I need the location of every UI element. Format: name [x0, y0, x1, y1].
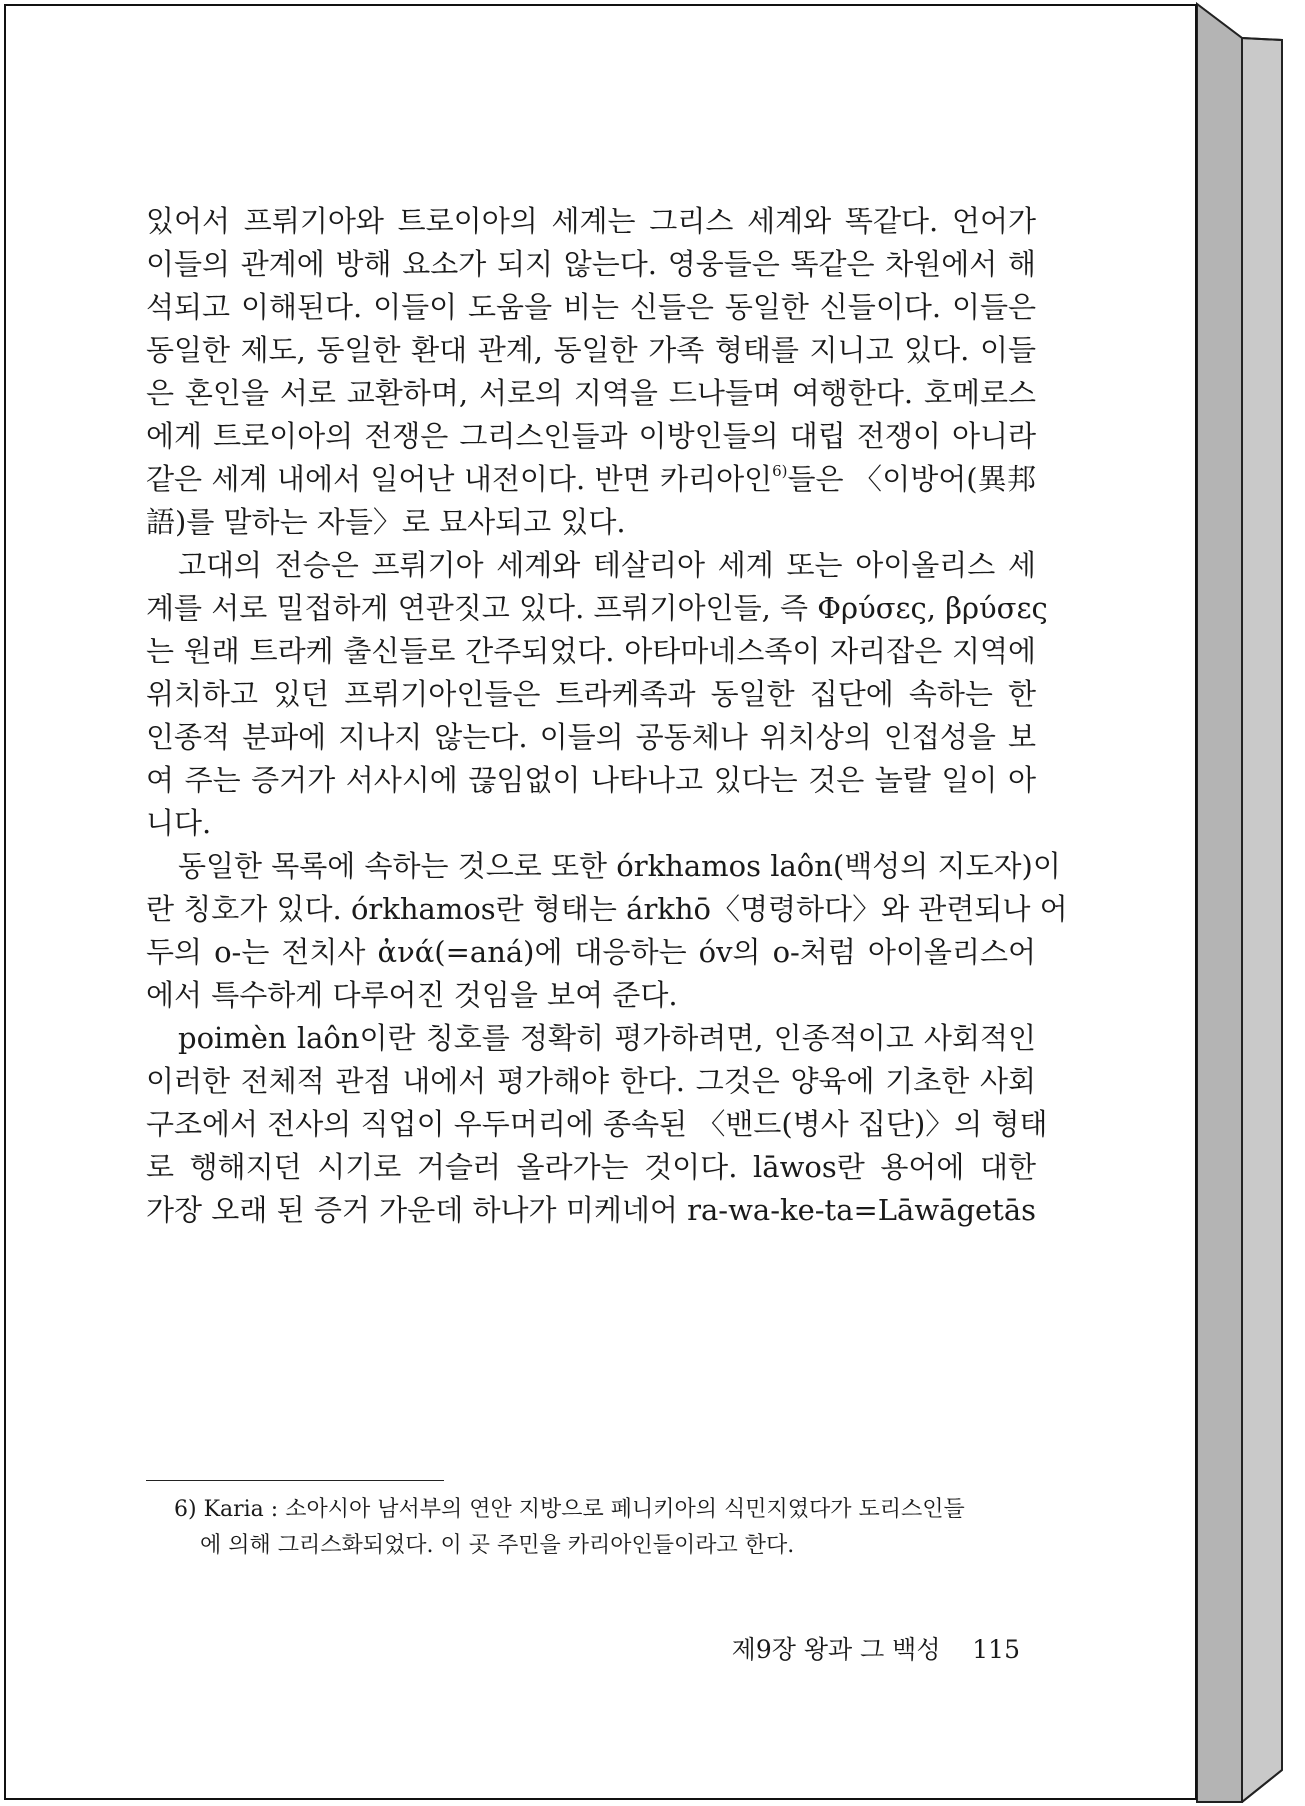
text-line: 두의 o-는 전치사 ἀνά(=aná)에 대응하는 óv의 o-처럼 아이올리스어	[146, 935, 1036, 969]
text-line: 동일한 제도, 동일한 환대 관계, 동일한 가족 형태를 지니고 있다. 이들	[146, 333, 1036, 367]
text-line: 가장 오래 된 증거 가운데 하나가 미케네어 ra-wa-ke-ta=Lāwāgetās	[146, 1193, 1036, 1227]
footnote-line-2: 에 의해 그리스화되었다. 이 곳 주민을 카리아인들이라고 한다.	[200, 1533, 795, 1558]
text-line: 석되고 이해된다. 이들이 도움을 비는 신들은 동일한 신들이다. 이들은	[146, 290, 1036, 324]
text-line: 은 혼인을 서로 교환하며, 서로의 지역을 드나들며 여행한다. 호메로스	[146, 376, 1036, 410]
text-line: 란 칭호가 있다. órkhamos란 형태는 árkhō〈명령하다〉와 관련되나 어	[146, 892, 1068, 926]
text-line: 여 주는 증거가 서사시에 끊임없이 나타나고 있다는 것은 놀랄 일이 아	[146, 763, 1036, 797]
footnote-line-1: 6) Karia : 소아시아 남서부의 연안 지방으로 페니키아의 식민지였다가 도리스인들	[174, 1497, 965, 1522]
text-line: poimèn laôn이란 칭호를 정확히 평가하려면, 인종적이고 사회적인	[178, 1021, 1036, 1055]
text-line: 에게 트로이아의 전쟁은 그리스인들과 이방인들의 대립 전쟁이 아니라	[146, 419, 1036, 453]
footnote	[174, 1492, 1034, 1564]
text-line: 있어서 프뤼기아와 트로이아의 세계는 그리스 세계와 똑같다. 언어가	[146, 204, 1036, 238]
text-line: 구조에서 전사의 직업이 우두머리에 종속된 〈밴드(병사 집단)〉의 형태	[146, 1107, 1048, 1141]
text-line: 니다.	[146, 806, 212, 840]
text-line: 동일한 목록에 속하는 것으로 또한 órkhamos laôn(백성의 지도자)이	[178, 849, 1061, 883]
text-line: 인종적 분파에 지나지 않는다. 이들의 공동체나 위치상의 인접성을 보	[146, 720, 1036, 754]
running-title: 제9장 왕과 그 백성	[731, 1635, 941, 1664]
text-line: 위치하고 있던 프뤼기아인들은 트라케족과 동일한 집단에 속하는 한	[146, 677, 1036, 711]
text-line: 로 행해지던 시기로 거슬러 올라가는 것이다. lāwos란 용어에 대한	[146, 1150, 1036, 1184]
text-line: 이러한 전체적 관점 내에서 평가해야 한다. 그것은 양육에 기초한 사회	[146, 1064, 1036, 1098]
footnote-rule	[146, 1480, 444, 1481]
body-text	[146, 200, 1068, 1232]
text-line: 는 원래 트라케 출신들로 간주되었다. 아타마네스족이 자리잡은 지역에	[146, 634, 1036, 668]
text-line: 고대의 전승은 프뤼기아 세계와 테살리아 세계 또는 아이올리스 세	[178, 548, 1036, 582]
text-line: 에서 특수하게 다루어진 것임을 보여 준다.	[146, 978, 678, 1012]
text-line: 語)를 말하는 자들〉로 묘사되고 있다.	[146, 505, 626, 539]
text-line: 이들의 관계에 방해 요소가 되지 않는다. 영웅들은 똑같은 차원에서 해	[146, 247, 1036, 281]
text-line: 계를 서로 밀접하게 연관짓고 있다. 프뤼기아인들, 즉 Φρύσες, βρύσες	[146, 591, 1048, 625]
page-number: 115	[972, 1635, 1020, 1664]
text-line: 같은 세계 내에서 일어난 내전이다. 반면 카리아인$^{6)}$들은 〈이방어(異邦	[146, 462, 1037, 496]
running-footer	[720, 1630, 1020, 1666]
footnote-marker: 6)	[772, 462, 788, 480]
